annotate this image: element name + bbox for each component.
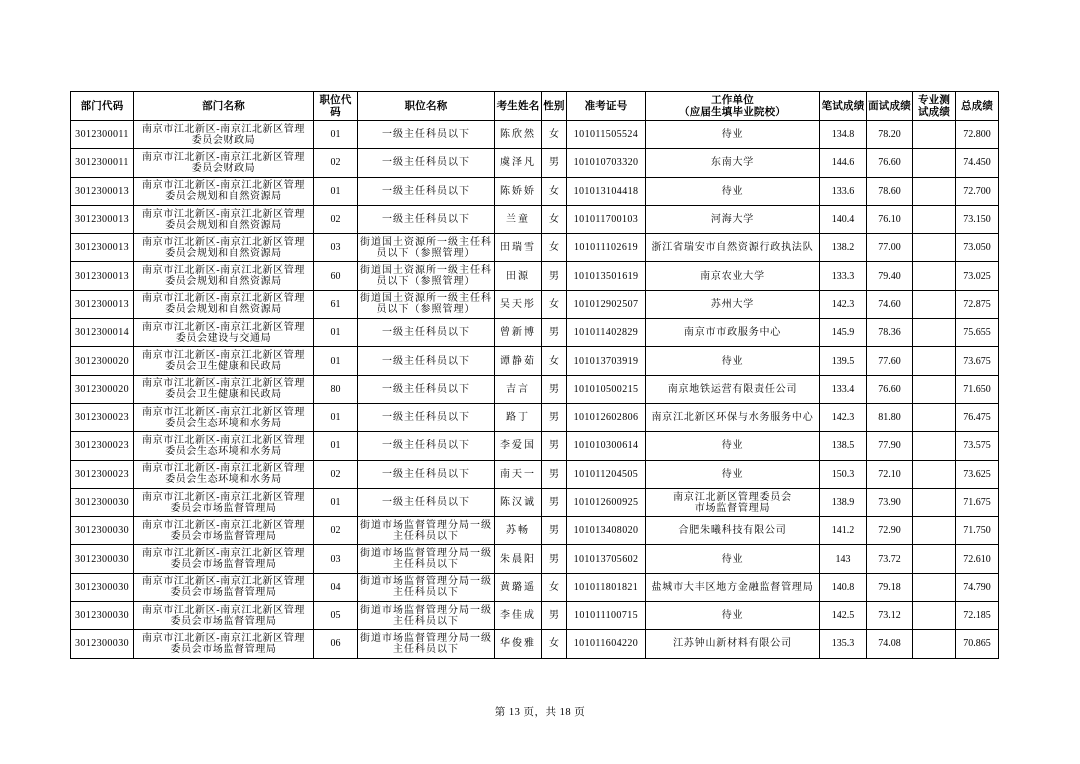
cell-dept-code: 3012300013 (71, 262, 134, 290)
cell-total: 72.610 (956, 545, 999, 573)
table-row (71, 149, 999, 177)
cell-work-unit: 南京江北新区管理委员会 市场监督管理局 (646, 488, 820, 516)
cell-gender: 男 (542, 517, 567, 545)
cell-written: 143 (820, 545, 867, 573)
cell-exam-no: 101013104418 (567, 177, 646, 205)
cell-gender: 女 (542, 630, 567, 658)
cell-name: 南天一 (495, 460, 542, 488)
cell-total: 75.655 (956, 319, 999, 347)
cell-pos-code: 02 (314, 205, 358, 233)
cell-interview: 79.40 (867, 262, 913, 290)
cell-pos-code: 01 (314, 403, 358, 431)
cell-total: 76.475 (956, 403, 999, 431)
cell-total: 73.625 (956, 460, 999, 488)
cell-interview: 77.90 (867, 432, 913, 460)
cell-pos-name: 街道国土资源所一级主任科 员以下（参照管理） (358, 234, 495, 262)
cell-work-unit: 江苏钟山新材料有限公司 (646, 630, 820, 658)
cell-work-unit: 待业 (646, 177, 820, 205)
cell-dept-name: 南京市江北新区-南京江北新区管理 委员会生态环境和水务局 (134, 432, 314, 460)
cell-pos-name: 一级主任科员以下 (358, 432, 495, 460)
table-row (71, 403, 999, 431)
header-dept-code: 部门代码 (71, 92, 134, 121)
table-row (71, 602, 999, 630)
cell-pos-code: 01 (314, 121, 358, 149)
cell-professional (913, 149, 956, 177)
cell-gender: 女 (542, 234, 567, 262)
header-exam-no: 准考证号 (567, 92, 646, 121)
cell-exam-no: 101012600925 (567, 488, 646, 516)
cell-work-unit: 南京农业大学 (646, 262, 820, 290)
cell-pos-code: 80 (314, 375, 358, 403)
cell-pos-name: 一级主任科员以下 (358, 403, 495, 431)
cell-name: 李爱国 (495, 432, 542, 460)
cell-work-unit: 东南大学 (646, 149, 820, 177)
cell-professional (913, 460, 956, 488)
cell-exam-no: 101010300614 (567, 432, 646, 460)
cell-pos-name: 街道国土资源所一级主任科 员以下（参照管理） (358, 290, 495, 318)
cell-dept-name: 南京市江北新区-南京江北新区管理 委员会市场监督管理局 (134, 517, 314, 545)
cell-total: 73.150 (956, 205, 999, 233)
cell-exam-no: 101013703919 (567, 347, 646, 375)
cell-total: 74.450 (956, 149, 999, 177)
cell-total: 73.675 (956, 347, 999, 375)
cell-gender: 女 (542, 347, 567, 375)
cell-written: 138.2 (820, 234, 867, 262)
cell-work-unit: 待业 (646, 432, 820, 460)
cell-interview: 78.60 (867, 177, 913, 205)
cell-gender: 女 (542, 290, 567, 318)
cell-exam-no: 101012602806 (567, 403, 646, 431)
cell-pos-name: 一级主任科员以下 (358, 205, 495, 233)
cell-dept-name: 南京市江北新区-南京江北新区管理 委员会市场监督管理局 (134, 545, 314, 573)
cell-total: 70.865 (956, 630, 999, 658)
cell-exam-no: 101011100715 (567, 602, 646, 630)
cell-gender: 男 (542, 149, 567, 177)
cell-gender: 男 (542, 488, 567, 516)
cell-total: 72.185 (956, 602, 999, 630)
table-row (71, 205, 999, 233)
header-professional: 专业测 试成绩 (913, 92, 956, 121)
cell-interview: 72.10 (867, 460, 913, 488)
cell-dept-code: 3012300030 (71, 545, 134, 573)
cell-gender: 女 (542, 177, 567, 205)
cell-name: 虞泽凡 (495, 149, 542, 177)
cell-pos-code: 02 (314, 460, 358, 488)
cell-exam-no: 101010703320 (567, 149, 646, 177)
cell-pos-name: 街道市场监督管理分局一级 主任科员以下 (358, 573, 495, 601)
cell-pos-code: 02 (314, 149, 358, 177)
cell-dept-code: 3012300013 (71, 177, 134, 205)
cell-pos-code: 61 (314, 290, 358, 318)
cell-written: 142.3 (820, 403, 867, 431)
table-row (71, 375, 999, 403)
cell-pos-name: 一级主任科员以下 (358, 488, 495, 516)
cell-pos-code: 01 (314, 432, 358, 460)
cell-dept-name: 南京市江北新区-南京江北新区管理 委员会卫生健康和民政局 (134, 375, 314, 403)
cell-dept-name: 南京市江北新区-南京江北新区管理 委员会卫生健康和民政局 (134, 347, 314, 375)
table-row (71, 347, 999, 375)
cell-professional (913, 517, 956, 545)
cell-dept-name: 南京市江北新区-南京江北新区管理 委员会市场监督管理局 (134, 630, 314, 658)
cell-professional (913, 121, 956, 149)
cell-exam-no: 101013408020 (567, 517, 646, 545)
table-row (71, 517, 999, 545)
cell-professional (913, 573, 956, 601)
cell-name: 吴天彤 (495, 290, 542, 318)
cell-dept-name: 南京市江北新区-南京江北新区管理 委员会规划和自然资源局 (134, 290, 314, 318)
cell-dept-name: 南京市江北新区-南京江北新区管理 委员会规划和自然资源局 (134, 205, 314, 233)
cell-gender: 男 (542, 262, 567, 290)
cell-gender: 男 (542, 545, 567, 573)
cell-total: 73.025 (956, 262, 999, 290)
cell-name: 田源 (495, 262, 542, 290)
cell-work-unit: 河海大学 (646, 205, 820, 233)
cell-pos-name: 街道国土资源所一级主任科 员以下（参照管理） (358, 262, 495, 290)
cell-pos-code: 01 (314, 488, 358, 516)
cell-work-unit: 待业 (646, 545, 820, 573)
cell-dept-code: 3012300023 (71, 432, 134, 460)
cell-dept-name: 南京市江北新区-南京江北新区管理 委员会生态环境和水务局 (134, 403, 314, 431)
cell-professional (913, 375, 956, 403)
cell-exam-no: 101013705602 (567, 545, 646, 573)
cell-professional (913, 177, 956, 205)
cell-name: 朱晨阳 (495, 545, 542, 573)
cell-total: 72.700 (956, 177, 999, 205)
cell-written: 140.4 (820, 205, 867, 233)
cell-gender: 男 (542, 403, 567, 431)
header-interview: 面试成绩 (867, 92, 913, 121)
cell-written: 138.9 (820, 488, 867, 516)
cell-total: 71.650 (956, 375, 999, 403)
cell-written: 150.3 (820, 460, 867, 488)
cell-dept-name: 南京市江北新区-南京江北新区管理 委员会规划和自然资源局 (134, 177, 314, 205)
cell-interview: 78.20 (867, 121, 913, 149)
cell-gender: 女 (542, 573, 567, 601)
cell-dept-code: 3012300023 (71, 403, 134, 431)
cell-interview: 73.90 (867, 488, 913, 516)
cell-name: 陈欣然 (495, 121, 542, 149)
cell-pos-name: 一级主任科员以下 (358, 177, 495, 205)
header-row (71, 92, 999, 121)
cell-written: 145.9 (820, 319, 867, 347)
cell-name: 华俊雅 (495, 630, 542, 658)
cell-exam-no: 101011102619 (567, 234, 646, 262)
cell-dept-name: 南京市江北新区-南京江北新区管理 委员会市场监督管理局 (134, 602, 314, 630)
cell-dept-name: 南京市江北新区-南京江北新区管理 委员会财政局 (134, 121, 314, 149)
cell-name: 黄璐遥 (495, 573, 542, 601)
table-row (71, 290, 999, 318)
cell-total: 71.750 (956, 517, 999, 545)
cell-dept-code: 3012300020 (71, 375, 134, 403)
cell-dept-code: 3012300030 (71, 573, 134, 601)
cell-gender: 男 (542, 375, 567, 403)
cell-interview: 74.08 (867, 630, 913, 658)
cell-pos-code: 06 (314, 630, 358, 658)
cell-professional (913, 432, 956, 460)
cell-gender: 男 (542, 460, 567, 488)
table-row (71, 319, 999, 347)
cell-name: 苏畅 (495, 517, 542, 545)
cell-pos-code: 01 (314, 347, 358, 375)
cell-written: 142.3 (820, 290, 867, 318)
cell-interview: 72.90 (867, 517, 913, 545)
cell-gender: 男 (542, 319, 567, 347)
cell-dept-name: 南京市江北新区-南京江北新区管理 委员会规划和自然资源局 (134, 234, 314, 262)
cell-name: 陈汉诚 (495, 488, 542, 516)
cell-total: 72.800 (956, 121, 999, 149)
cell-name: 曾新博 (495, 319, 542, 347)
header-dept-name: 部门名称 (134, 92, 314, 121)
header-total: 总成绩 (956, 92, 999, 121)
cell-pos-code: 05 (314, 602, 358, 630)
cell-professional (913, 630, 956, 658)
cell-pos-name: 街道市场监督管理分局一级 主任科员以下 (358, 517, 495, 545)
cell-work-unit: 待业 (646, 602, 820, 630)
cell-gender: 男 (542, 602, 567, 630)
cell-pos-code: 01 (314, 177, 358, 205)
cell-exam-no: 101011604220 (567, 630, 646, 658)
cell-work-unit: 南京江北新区环保与水务服务中心 (646, 403, 820, 431)
cell-pos-name: 街道市场监督管理分局一级 主任科员以下 (358, 630, 495, 658)
cell-professional (913, 545, 956, 573)
cell-work-unit: 南京地铁运营有限责任公司 (646, 375, 820, 403)
table-header (71, 92, 999, 121)
cell-dept-name: 南京市江北新区-南京江北新区管理 委员会市场监督管理局 (134, 573, 314, 601)
cell-total: 72.875 (956, 290, 999, 318)
cell-work-unit: 南京市市政服务中心 (646, 319, 820, 347)
cell-interview: 73.72 (867, 545, 913, 573)
cell-professional (913, 602, 956, 630)
cell-dept-code: 3012300023 (71, 460, 134, 488)
cell-interview: 81.80 (867, 403, 913, 431)
table-row (71, 630, 999, 658)
cell-interview: 79.18 (867, 573, 913, 601)
cell-written: 133.3 (820, 262, 867, 290)
cell-exam-no: 101011402829 (567, 319, 646, 347)
table-row (71, 234, 999, 262)
cell-dept-code: 3012300014 (71, 319, 134, 347)
cell-name: 谭静茹 (495, 347, 542, 375)
cell-pos-name: 一级主任科员以下 (358, 319, 495, 347)
cell-dept-code: 3012300030 (71, 602, 134, 630)
cell-exam-no: 101010500215 (567, 375, 646, 403)
cell-dept-name: 南京市江北新区-南京江北新区管理 委员会市场监督管理局 (134, 488, 314, 516)
cell-interview: 73.12 (867, 602, 913, 630)
cell-work-unit: 待业 (646, 347, 820, 375)
cell-gender: 女 (542, 121, 567, 149)
cell-work-unit: 盐城市大丰区地方金融监督管理局 (646, 573, 820, 601)
cell-written: 135.3 (820, 630, 867, 658)
cell-total: 73.575 (956, 432, 999, 460)
cell-professional (913, 488, 956, 516)
cell-professional (913, 234, 956, 262)
header-name: 考生姓名 (495, 92, 542, 121)
cell-interview: 76.60 (867, 149, 913, 177)
cell-dept-name: 南京市江北新区-南京江北新区管理 委员会建设与交通局 (134, 319, 314, 347)
cell-pos-name: 一级主任科员以下 (358, 460, 495, 488)
cell-written: 133.6 (820, 177, 867, 205)
cell-interview: 76.60 (867, 375, 913, 403)
cell-name: 路丁 (495, 403, 542, 431)
header-work-unit: 工作单位 （应届生填毕业院校） (646, 92, 820, 121)
header-written: 笔试成绩 (820, 92, 867, 121)
cell-pos-name: 一级主任科员以下 (358, 121, 495, 149)
results-body (71, 121, 999, 659)
cell-total: 74.790 (956, 573, 999, 601)
cell-work-unit: 合肥朱曦科技有限公司 (646, 517, 820, 545)
cell-written: 133.4 (820, 375, 867, 403)
cell-written: 141.2 (820, 517, 867, 545)
cell-pos-code: 02 (314, 517, 358, 545)
cell-professional (913, 319, 956, 347)
cell-total: 71.675 (956, 488, 999, 516)
table-row (71, 573, 999, 601)
cell-dept-name: 南京市江北新区-南京江北新区管理 委员会规划和自然资源局 (134, 262, 314, 290)
table-row (71, 177, 999, 205)
cell-name: 吉言 (495, 375, 542, 403)
table-row (71, 432, 999, 460)
cell-name: 李佳成 (495, 602, 542, 630)
cell-interview: 77.00 (867, 234, 913, 262)
table-row (71, 460, 999, 488)
cell-exam-no: 101011700103 (567, 205, 646, 233)
cell-dept-code: 3012300011 (71, 149, 134, 177)
cell-dept-code: 3012300030 (71, 517, 134, 545)
cell-exam-no: 101011505524 (567, 121, 646, 149)
cell-interview: 78.36 (867, 319, 913, 347)
cell-pos-code: 03 (314, 234, 358, 262)
cell-pos-code: 03 (314, 545, 358, 573)
cell-written: 140.8 (820, 573, 867, 601)
cell-written: 138.5 (820, 432, 867, 460)
cell-pos-name: 一级主任科员以下 (358, 149, 495, 177)
cell-written: 144.6 (820, 149, 867, 177)
cell-name: 陈娇娇 (495, 177, 542, 205)
cell-interview: 77.60 (867, 347, 913, 375)
table-row (71, 488, 999, 516)
cell-work-unit: 待业 (646, 460, 820, 488)
cell-pos-code: 60 (314, 262, 358, 290)
header-gender: 性别 (542, 92, 567, 121)
cell-professional (913, 403, 956, 431)
cell-professional (913, 290, 956, 318)
cell-dept-code: 3012300013 (71, 205, 134, 233)
cell-dept-code: 3012300011 (71, 121, 134, 149)
cell-written: 139.5 (820, 347, 867, 375)
cell-dept-name: 南京市江北新区-南京江北新区管理 委员会财政局 (134, 149, 314, 177)
table-row (71, 121, 999, 149)
cell-work-unit: 苏州大学 (646, 290, 820, 318)
cell-gender: 男 (542, 432, 567, 460)
cell-dept-code: 3012300020 (71, 347, 134, 375)
cell-exam-no: 101012902507 (567, 290, 646, 318)
cell-pos-name: 一级主任科员以下 (358, 347, 495, 375)
header-pos-code: 职位代码 (314, 92, 358, 121)
cell-exam-no: 101011204505 (567, 460, 646, 488)
table-row (71, 262, 999, 290)
cell-total: 73.050 (956, 234, 999, 262)
cell-dept-code: 3012300030 (71, 630, 134, 658)
cell-pos-name: 街道市场监督管理分局一级 主任科员以下 (358, 545, 495, 573)
cell-dept-name: 南京市江北新区-南京江北新区管理 委员会生态环境和水务局 (134, 460, 314, 488)
cell-gender: 女 (542, 205, 567, 233)
cell-name: 兰童 (495, 205, 542, 233)
table-row (71, 545, 999, 573)
page-number: 第 13 页，共 18 页 (494, 707, 586, 718)
cell-interview: 76.10 (867, 205, 913, 233)
header-pos-name: 职位名称 (358, 92, 495, 121)
cell-exam-no: 101011801821 (567, 573, 646, 601)
cell-pos-code: 01 (314, 319, 358, 347)
cell-pos-name: 街道市场监督管理分局一级 主任科员以下 (358, 602, 495, 630)
cell-professional (913, 262, 956, 290)
cell-professional (913, 205, 956, 233)
cell-dept-code: 3012300013 (71, 234, 134, 262)
cell-work-unit: 浙江省瑞安市自然资源行政执法队 (646, 234, 820, 262)
cell-dept-code: 3012300013 (71, 290, 134, 318)
cell-work-unit: 待业 (646, 121, 820, 149)
cell-interview: 74.60 (867, 290, 913, 318)
cell-dept-code: 3012300030 (71, 488, 134, 516)
cell-exam-no: 101013501619 (567, 262, 646, 290)
results-table (70, 91, 999, 659)
cell-name: 田瑞雪 (495, 234, 542, 262)
cell-professional (913, 347, 956, 375)
cell-pos-code: 04 (314, 573, 358, 601)
cell-written: 134.8 (820, 121, 867, 149)
cell-written: 142.5 (820, 602, 867, 630)
cell-pos-name: 一级主任科员以下 (358, 375, 495, 403)
